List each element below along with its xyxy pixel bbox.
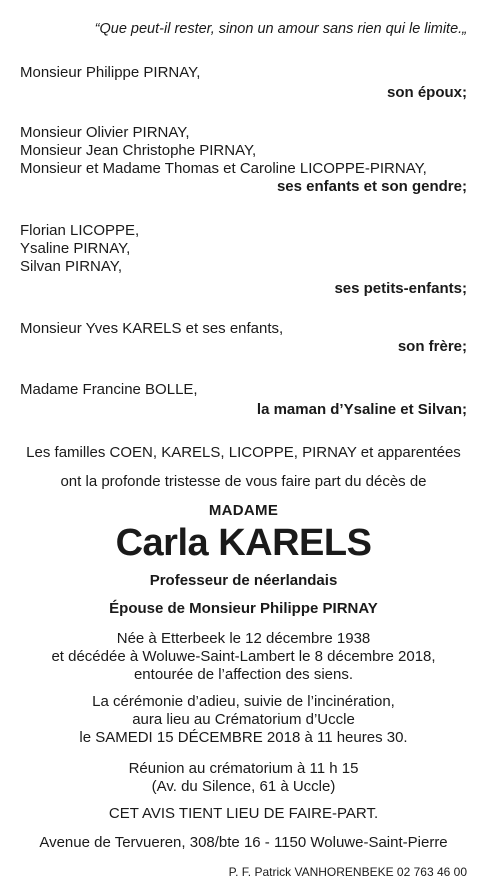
mourner-name: Monsieur Olivier PIRNAY, xyxy=(20,124,190,141)
mourner-name: Monsieur Philippe PIRNAY, xyxy=(20,64,201,81)
relation-label: ses petits-enfants; xyxy=(334,280,467,297)
address-line: Avenue de Tervueren, 308/bte 16 - 1150 Woluwe-Saint-Pierre xyxy=(39,834,448,851)
mourner-name: Monsieur Yves KARELS et ses enfants, xyxy=(20,320,284,337)
epigraph-quote: “Que peut-il rester, sinon un amour sans rien qui le limite.„ xyxy=(94,21,467,37)
mourner-name: Monsieur Jean Christophe PIRNAY, xyxy=(20,142,257,159)
detail-line: aura lieu au Crématorium d’Uccle xyxy=(132,711,355,728)
mourner-group-children xyxy=(20,124,467,196)
detail-line: le SAMEDI 15 DÉCEMBRE 2018 à 11 heures 30. xyxy=(79,729,408,746)
mourner-group-mother xyxy=(20,381,467,419)
relation-label: la maman d’Ysaline et Silvan; xyxy=(256,401,467,418)
deceased-profession: Professeur de néerlandais xyxy=(149,572,338,589)
mourner-name: Silvan PIRNAY, xyxy=(20,258,122,275)
announcement-line: ont la profonde tristesse de vous faire part du décès de xyxy=(60,473,427,490)
detail-line: Réunion au crématorium à 11 h 15 xyxy=(128,760,359,777)
relation-label: son époux; xyxy=(386,84,467,101)
meeting-details xyxy=(20,760,467,796)
families-line: Les familles COEN, KARELS, LICOPPE, PIRNAY et apparentées xyxy=(26,444,461,461)
mourner-group-grandchildren xyxy=(20,222,467,298)
mourner-group-brother xyxy=(20,320,467,356)
ceremony-details xyxy=(20,693,467,747)
mourner-name: Monsieur et Madame Thomas et Caroline LICOPPE-PIRNAY, xyxy=(20,160,427,177)
relation-label: son frère; xyxy=(397,338,467,355)
mourner-group-spouse xyxy=(20,64,467,102)
birth-death-details xyxy=(20,630,467,684)
deceased-title: MADAME xyxy=(208,502,279,519)
detail-line: (Av. du Silence, 61 à Uccle) xyxy=(151,778,336,795)
relation-label: ses enfants et son gendre; xyxy=(276,178,467,195)
detail-line: La cérémonie d’adieu, suivie de l’incinération, xyxy=(92,693,395,710)
funeral-home-credit: P. F. Patrick VANHORENBEKE 02 763 46 00 xyxy=(228,865,467,879)
mourner-name: Florian LICOPPE, xyxy=(20,222,140,239)
detail-line: entourée de l’affection des siens. xyxy=(133,666,354,683)
deceased-spouse: Épouse de Monsieur Philippe PIRNAY xyxy=(109,600,378,617)
mourner-name: Ysaline PIRNAY, xyxy=(20,240,131,257)
detail-line: Née à Etterbeek le 12 décembre 1938 xyxy=(116,630,371,647)
detail-line: et décédée à Woluwe-Saint-Lambert le 8 décembre 2018, xyxy=(51,648,436,665)
notice-line: CET AVIS TIENT LIEU DE FAIRE-PART. xyxy=(108,805,379,822)
deceased-name: Carla KARELS xyxy=(115,522,372,564)
mourner-name: Madame Francine BOLLE, xyxy=(20,381,198,398)
